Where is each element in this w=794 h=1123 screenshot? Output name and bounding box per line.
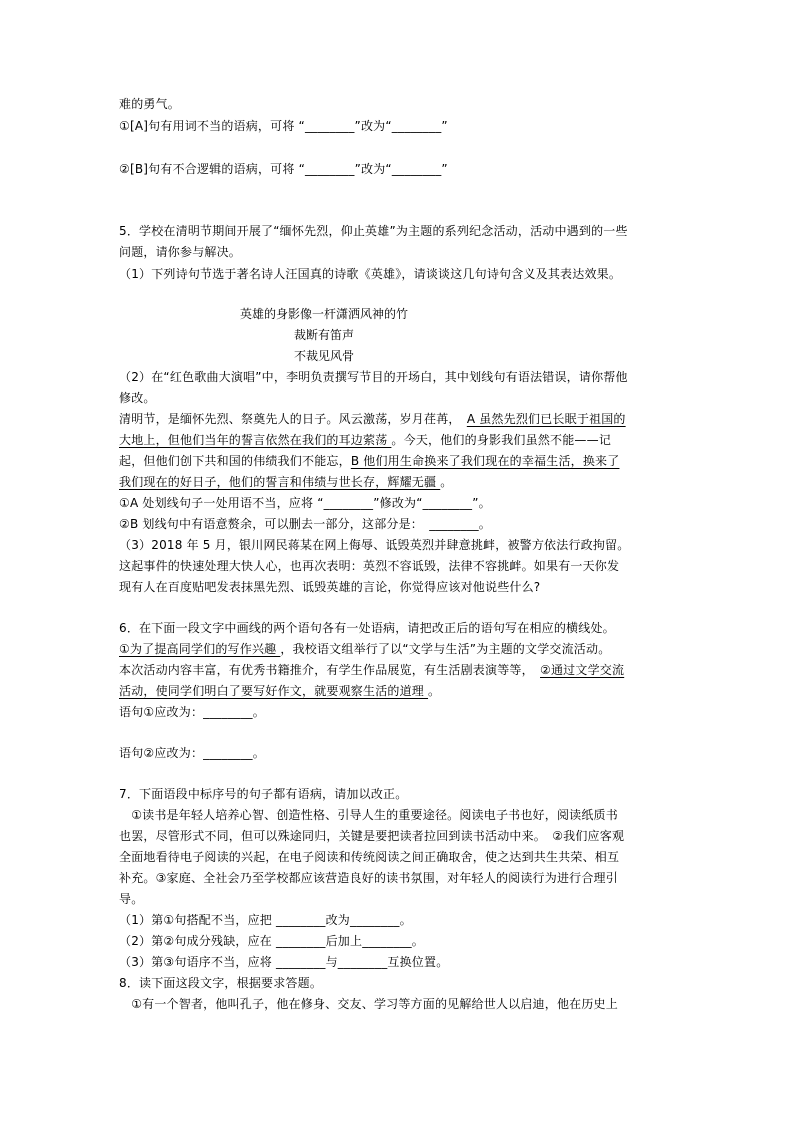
passage-line-2 [119,432,611,448]
question-7-passage: 补充。③家庭、全社会乃至学校都应该营造良好的读书氛围，对年轻人的阅读行为进行合理引 [119,871,618,885]
passage-line-4 [119,474,452,490]
question-5-part-3-cont: 现有人在百度贴吧发表抹黑先烈、诋毁英雄的言论，你觉得应该对他说些什么? [119,580,541,594]
question-5-stem: 5．学校在清明节期间开展了“缅怀先烈，仰止英雄”为主题的系列纪念活动，活动中遇到的一些 [119,224,628,238]
poem-line-3: 不裁见风骨 [294,349,355,363]
passage-text: 。今天，他们的身影我们虽然不能——记 [391,433,612,447]
passage-text: 本次活动内容丰富，有优秀书籍推介，有学生作品展览，有生活剧表演等等， [119,663,541,677]
passage-text: 起，但他们创下共和国的伟绩我们不能忘， [119,454,351,468]
question-7-item-3: （3）第③句语序不当，应将 ________与________互换位置。 [119,955,449,969]
passage-text: ，我校语文组举行了以“文学与生活”为主题的文学交流活动。 [280,642,611,656]
question-5-part-3: （3）2018 年 5 月，银川网民蒋某在网上侮辱、诋毁英烈并肆意挑衅，被警方依法行政拘留。 [119,538,630,552]
question-8-passage: ①有一个智者，他叫孔子，他在修身、交友、学习等方面的见解给世人以启迪，他在历史上 [119,997,618,1011]
question-7-passage: ①读书是年轻人培养心智、创造性格、引导人生的重要途径。阅读电子书也好，阅读纸质书 [119,808,618,822]
underlined-sentence-b-cont: 我们现在的好日子，他们的誓言和伟绩与世长存，辉耀无疆 [119,475,441,489]
question-5-part-2: （2）在“红色歌曲大演唱”中，李明负责撰写节目的开场白，其中划线句有语法错误，请你帮他 [119,370,628,384]
question-6-answer-2: 语句②应改为：________。 [119,746,265,760]
question-5-blank-1: ①A 处划线句子一处用语不当，应将 “________”修改为“________”。 [119,496,491,510]
question-7-item-2: （2）第②句成分残缺，应在 ________后加上________。 [119,934,425,948]
question-6-stem: 6．在下面一段文字中画线的两个语句各有一处语病，请把改正后的语句写在相应的横线处。 [119,621,615,635]
passage-text: 。 [440,475,453,489]
passage-text: 清明节，是缅怀先烈、祭奠先人的日子。风云激荡，岁月荏苒， [119,412,467,426]
question-6-line-3 [119,662,624,678]
question-6-answer-1: 语句①应改为：________。 [119,705,265,719]
poem-line-1: 英雄的身影像一杆潇洒风神的竹 [240,307,409,321]
question-5-part-2-cont: 修改。 [119,391,156,405]
underlined-sentence-b: B 他们用生命换来了我们现在的幸福生活，换来了 [350,454,620,468]
passage-text: 。 [428,684,441,698]
question-7-passage: 全面地看待电子阅读的兴起，在电子阅读和传统阅读之间正确取舍，使之达到共生共荣、相互 [119,850,620,864]
question-5-stem-cont: 问题，请你参与解决。 [119,245,242,259]
underlined-sentence-1: ①为了提高同学们的写作兴趣 [119,642,281,656]
question-6-line-2 [119,641,610,657]
underlined-sentence-2: ②通过文学交流 [540,663,625,677]
question-5-blank-2: ②B 划线句中有语意赘余，可以删去一部分，这部分是： ________。 [119,517,492,531]
question-5-part-1: （1）下列诗句节选于著名诗人汪国真的诗歌《英雄》，请谈谈这几句诗句含义及其表达效果。 [119,267,622,281]
question-4-item-2: ②[B]句有不合逻辑的语病，可将 “________”改为“________” [119,162,448,176]
question-7-passage: 也罢，尽管形式不同，但可以殊途同归，关键是要把读者拉回到读书活动中来。 ②我们应客观 [119,829,625,843]
question-7-stem: 7．下面语段中标序号的句子都有语病，请加以改正。 [119,787,408,801]
question-6-line-4 [119,683,440,699]
underlined-sentence-2-cont: 活动，使同学们明白了要写好作文，就要观察生活的道理 [119,684,429,698]
question-5-part-3-cont: 这起事件的快速处理大快人心，也再次表明：英烈不容诋毁，法律不容挑衅。如果有一天你发 [119,559,620,573]
question-4-item-1: ①[A]句有用词不当的语病，可将 “________”改为“________” [119,119,448,133]
underlined-sentence-a-cont: 大地上，但他们当年的誓言依然在我们的耳边萦荡 [119,433,392,447]
passage-line-3 [119,453,619,469]
poem-line-2: 裁断有笛声 [294,328,355,342]
question-7-passage: 导。 [119,892,144,906]
question-7-item-1: （1）第①句搭配不当，应把 ________改为________。 [119,913,412,927]
passage-line-1 [119,411,626,427]
question-8-stem: 8．读下面这段文字，根据要求答题。 [119,976,323,990]
text-line: 难的勇气。 [119,97,181,111]
underlined-sentence-a: A 虽然先烈们已长眠于祖国的 [466,412,626,426]
